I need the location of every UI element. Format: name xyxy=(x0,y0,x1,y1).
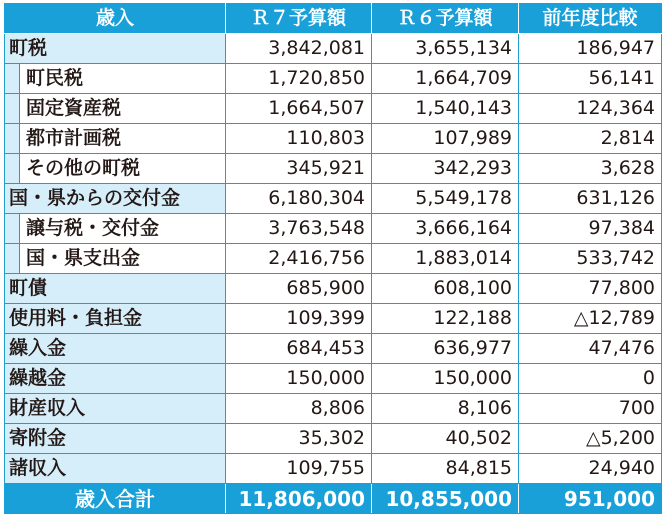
subcategory-cell xyxy=(5,214,226,244)
total-r6: 10,855,000 xyxy=(372,484,519,514)
r7-budget-cell: 345,921 xyxy=(226,154,372,184)
indent-bar xyxy=(5,214,20,243)
subcategory-cell xyxy=(5,64,226,94)
r6-budget-cell: 3,666,164 xyxy=(372,214,519,244)
r6-budget-cell: 1,664,709 xyxy=(372,64,519,94)
subcategory-row xyxy=(5,64,662,94)
total-r7: 11,806,000 xyxy=(226,484,372,514)
subcategory-cell xyxy=(5,244,226,274)
comparison-cell: 700 xyxy=(519,394,662,424)
comparison-cell: 24,940 xyxy=(519,454,662,484)
subcategory-cell xyxy=(5,94,226,124)
r6-budget-cell: 150,000 xyxy=(372,364,519,394)
category-row xyxy=(5,304,662,334)
total-row xyxy=(5,484,662,514)
r7-budget-cell: 3,763,548 xyxy=(226,214,372,244)
category-label: 町債 xyxy=(5,274,226,304)
r7-budget-cell: 2,416,756 xyxy=(226,244,372,274)
total-label: 歳入合計 xyxy=(5,484,226,514)
category-row xyxy=(5,34,662,64)
r6-budget-cell: 5,549,178 xyxy=(372,184,519,214)
category-row xyxy=(5,334,662,364)
category-label: 財産収入 xyxy=(5,394,226,424)
r7-budget-cell: 109,399 xyxy=(226,304,372,334)
category-label: 国・県からの交付金 xyxy=(5,184,226,214)
category-label: 使用料・負担金 xyxy=(5,304,226,334)
subcategory-label: 固定資産税 xyxy=(20,94,225,123)
comparison-cell: 3,628 xyxy=(519,154,662,184)
comparison-cell: 533,742 xyxy=(519,244,662,274)
table-header-row xyxy=(5,4,662,34)
category-row xyxy=(5,454,662,484)
category-label: 諸収入 xyxy=(5,454,226,484)
comparison-cell: 186,947 xyxy=(519,34,662,64)
r7-budget-cell: 1,720,850 xyxy=(226,64,372,94)
r6-budget-cell: 107,989 xyxy=(372,124,519,154)
indent-bar xyxy=(5,94,20,123)
subcategory-row xyxy=(5,154,662,184)
subcategory-cell xyxy=(5,154,226,184)
r7-budget-cell: 1,664,507 xyxy=(226,94,372,124)
comparison-cell: 97,384 xyxy=(519,214,662,244)
comparison-cell: △5,200 xyxy=(519,424,662,454)
subcategory-row xyxy=(5,244,662,274)
subcategory-cell xyxy=(5,124,226,154)
category-label: 繰越金 xyxy=(5,364,226,394)
category-row xyxy=(5,424,662,454)
r7-budget-cell: 110,803 xyxy=(226,124,372,154)
comparison-cell: 2,814 xyxy=(519,124,662,154)
category-label: 寄附金 xyxy=(5,424,226,454)
r7-budget-cell: 685,900 xyxy=(226,274,372,304)
category-label: 町税 xyxy=(5,34,226,64)
r6-budget-cell: 1,883,014 xyxy=(372,244,519,274)
r7-budget-cell: 684,453 xyxy=(226,334,372,364)
r6-budget-cell: 40,502 xyxy=(372,424,519,454)
indent-bar xyxy=(5,244,20,273)
subcategory-label: 国・県支出金 xyxy=(20,244,225,273)
r7-budget-cell: 150,000 xyxy=(226,364,372,394)
category-row xyxy=(5,394,662,424)
subcategory-row xyxy=(5,214,662,244)
subcategory-label: 都市計画税 xyxy=(20,124,225,153)
r6-budget-cell: 636,977 xyxy=(372,334,519,364)
header-r7-budget: Ｒ７予算額 xyxy=(226,4,372,34)
subcategory-row xyxy=(5,124,662,154)
r6-budget-cell: 342,293 xyxy=(372,154,519,184)
r6-budget-cell: 122,188 xyxy=(372,304,519,334)
comparison-cell: 631,126 xyxy=(519,184,662,214)
indent-bar xyxy=(5,154,20,183)
subcategory-label: 譲与税・交付金 xyxy=(20,214,225,243)
subcategory-label: 町民税 xyxy=(20,64,225,93)
header-year-comparison: 前年度比較 xyxy=(519,4,662,34)
r6-budget-cell: 1,540,143 xyxy=(372,94,519,124)
comparison-cell: 0 xyxy=(519,364,662,394)
r6-budget-cell: 608,100 xyxy=(372,274,519,304)
r7-budget-cell: 35,302 xyxy=(226,424,372,454)
r6-budget-cell: 8,106 xyxy=(372,394,519,424)
comparison-cell: 56,141 xyxy=(519,64,662,94)
r7-budget-cell: 109,755 xyxy=(226,454,372,484)
comparison-cell: 77,800 xyxy=(519,274,662,304)
indent-bar xyxy=(5,64,20,93)
total-diff: 951,000 xyxy=(519,484,662,514)
subcategory-label: その他の町税 xyxy=(20,154,225,183)
header-revenue: 歳入 xyxy=(5,4,226,34)
comparison-cell: 47,476 xyxy=(519,334,662,364)
r7-budget-cell: 8,806 xyxy=(226,394,372,424)
comparison-cell: 124,364 xyxy=(519,94,662,124)
category-label: 繰入金 xyxy=(5,334,226,364)
r7-budget-cell: 3,842,081 xyxy=(226,34,372,64)
header-r6-budget: Ｒ６予算額 xyxy=(372,4,519,34)
category-row xyxy=(5,274,662,304)
r6-budget-cell: 3,655,134 xyxy=(372,34,519,64)
category-row xyxy=(5,364,662,394)
r7-budget-cell: 6,180,304 xyxy=(226,184,372,214)
revenue-budget-table xyxy=(4,3,662,514)
comparison-cell: △12,789 xyxy=(519,304,662,334)
indent-bar xyxy=(5,124,20,153)
category-row xyxy=(5,184,662,214)
r6-budget-cell: 84,815 xyxy=(372,454,519,484)
subcategory-row xyxy=(5,94,662,124)
